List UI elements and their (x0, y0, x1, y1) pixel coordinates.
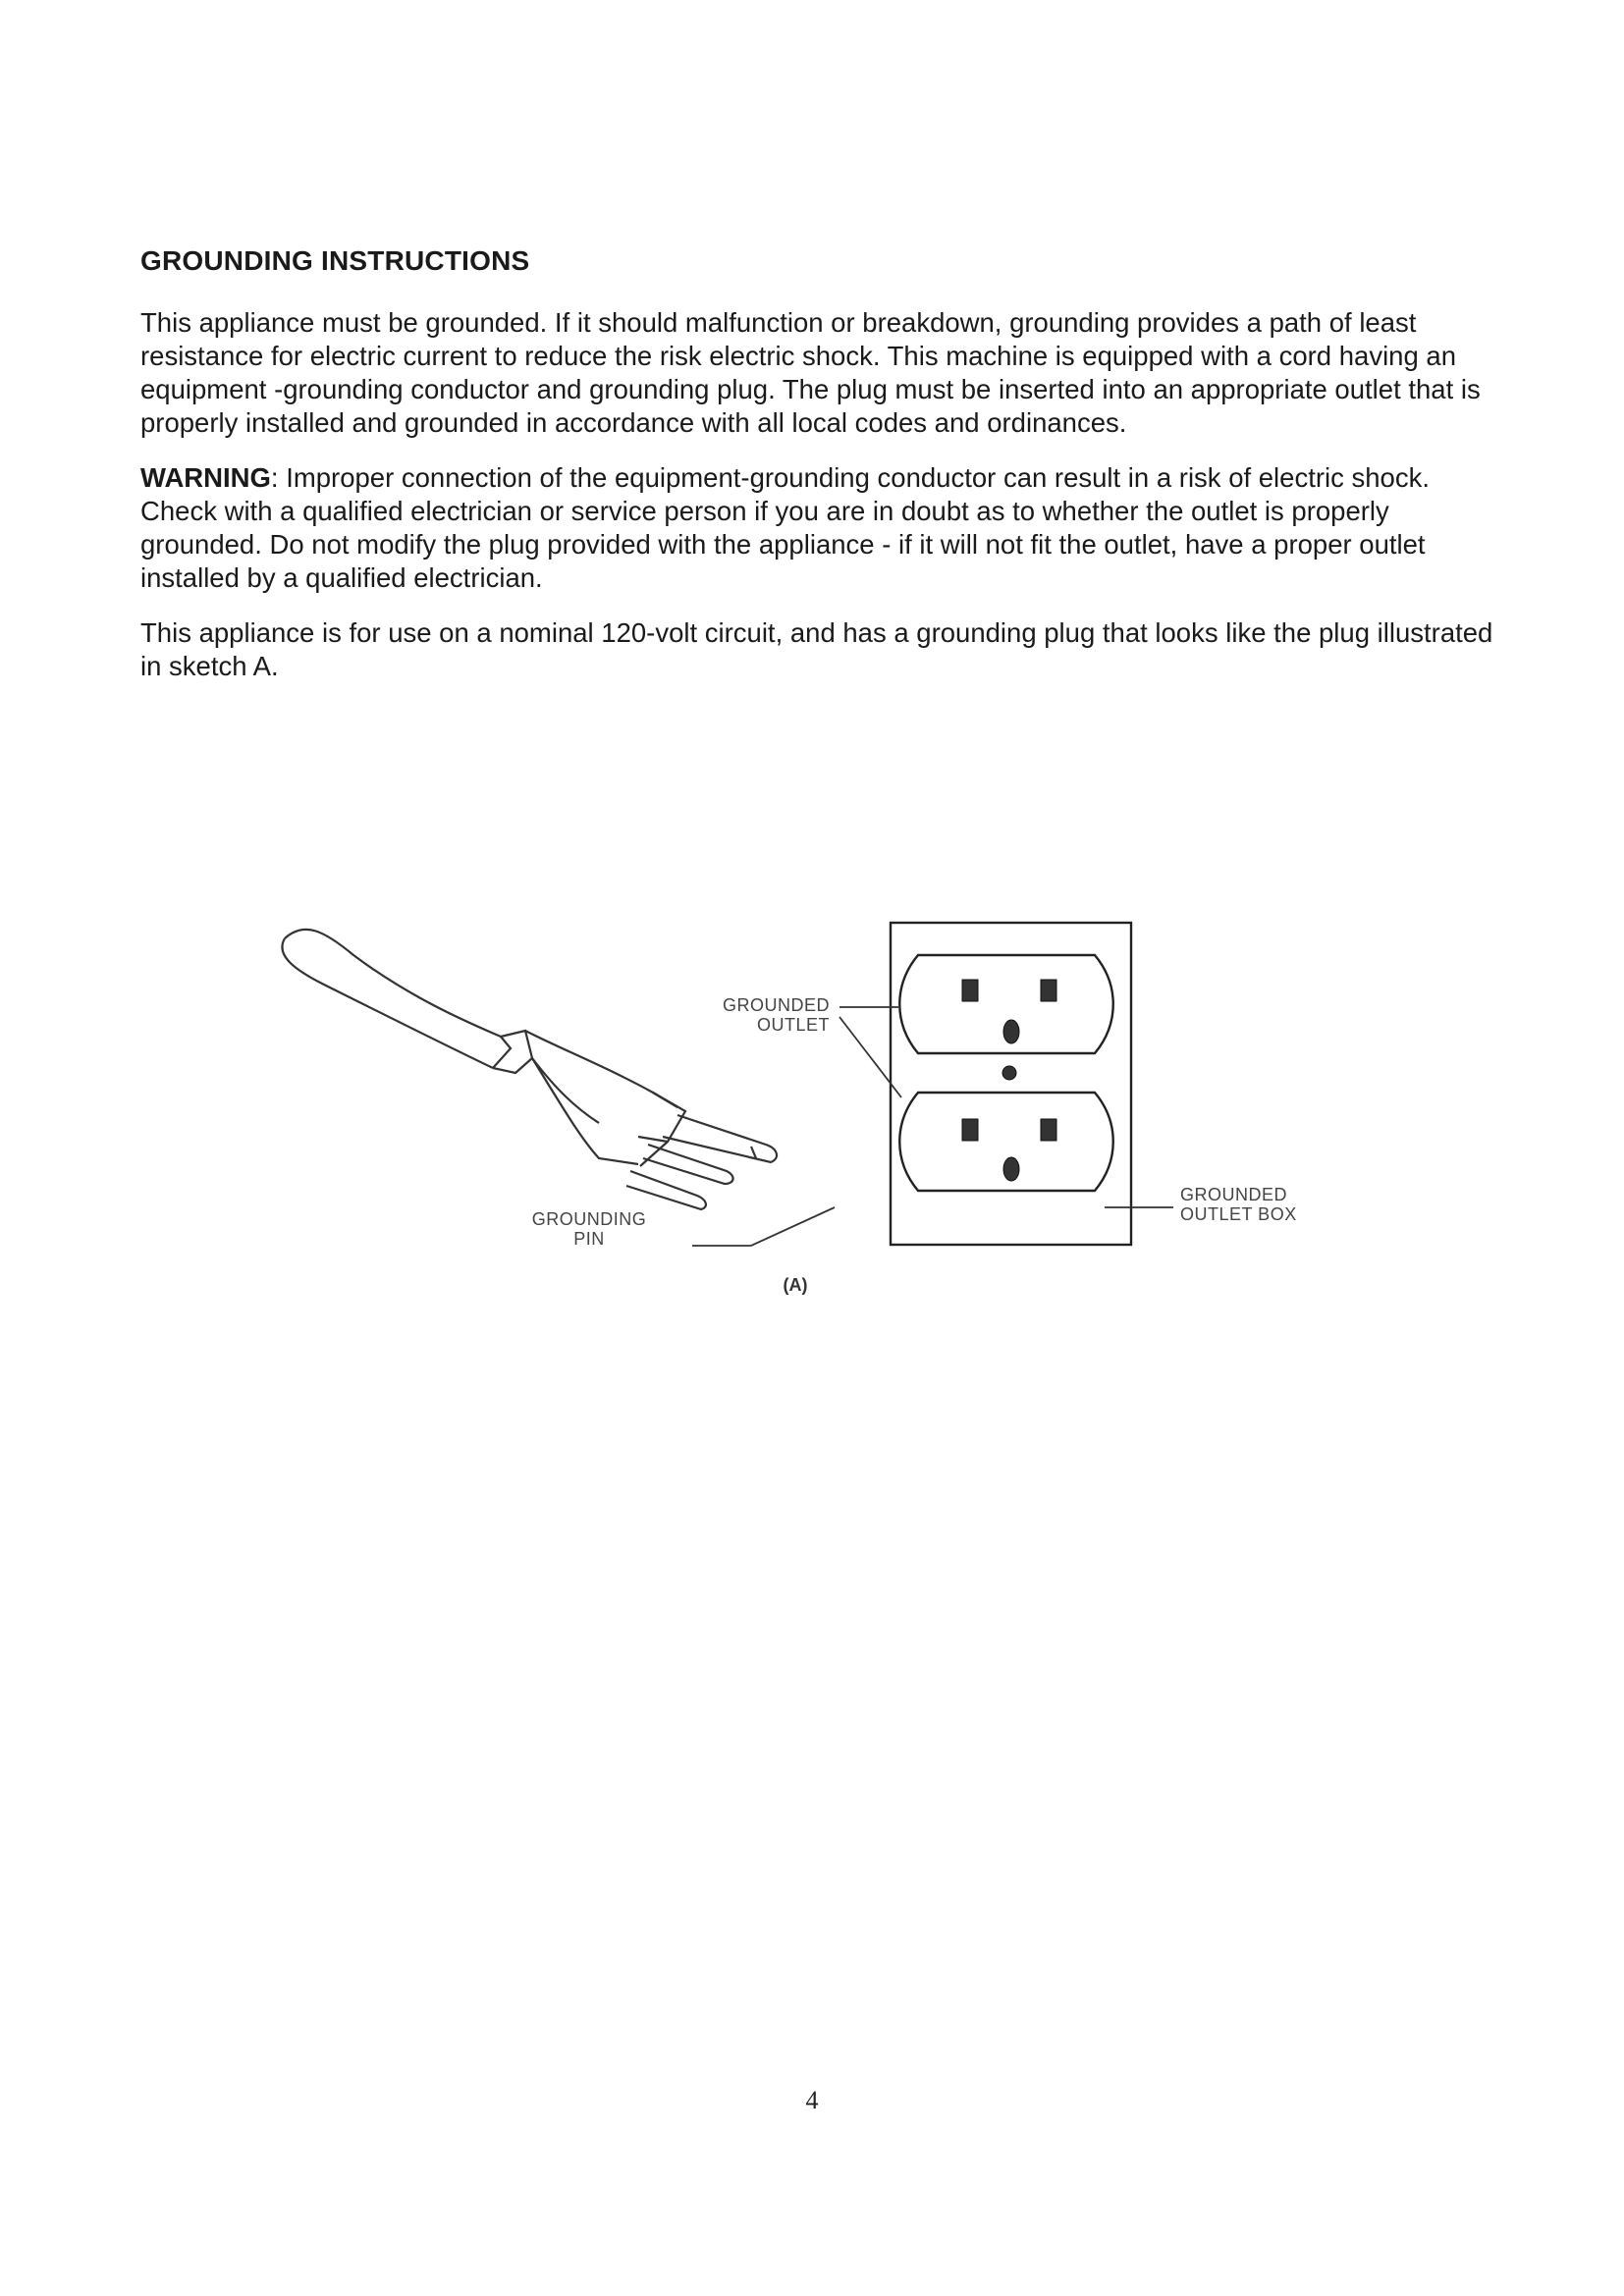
label-grounding-pin-2: PIN (573, 1229, 605, 1249)
page-number: 4 (805, 2086, 819, 2114)
label-outlet-box-1: GROUNDED (1180, 1185, 1288, 1204)
figure-caption: (A) (783, 1275, 808, 1295)
warning-text: : Improper connection of the equipment-grounding conductor can result in a risk of electric shock. Check with a qualified electrician or service person if you are in doubt as to whether the outlet is properly grounded. Do not modify the plug provided with the appliance - if it will not fit the outlet, have a proper outlet installed by a qualified electrician. (140, 462, 1430, 593)
warning-paragraph (140, 461, 1495, 595)
label-grounded-outlet-1: GROUNDED (722, 995, 830, 1015)
grounding-plug-icon (493, 1031, 777, 1209)
power-cord-icon (282, 930, 511, 1068)
warning-label: WARNING (140, 462, 271, 493)
label-grounded-outlet-2: OUTLET (756, 1015, 830, 1035)
outlet-slots-icon (962, 980, 1056, 1181)
label-grounding-pin-1: GROUNDING (531, 1209, 647, 1229)
outlet-box-icon (891, 923, 1131, 1245)
sketch-a-illustration (265, 901, 1355, 1313)
label-outlet-box-2: OUTLET BOX (1180, 1204, 1297, 1224)
document-body (140, 245, 1495, 705)
plug-outlet-sketch (265, 901, 1355, 1313)
grounding-paragraph: This appliance must be grounded. If it should malfunction or breakdown, grounding provides a path of least resistance for electric current to reduce the risk electric shock. This machine is equipped with a cord having an equipment -grounding conductor and grounding plug. The plug must be inserted into an appropriate outlet that is properly installed and grounded in accordance with all local codes and ordinances. (140, 307, 1481, 438)
circuit-paragraph: This appliance is for use on a nominal 120-volt circuit, and has a grounding plug that looks like the plug illustrated in sketch A. (140, 617, 1493, 681)
section-heading: GROUNDING INSTRUCTIONS (140, 245, 530, 276)
